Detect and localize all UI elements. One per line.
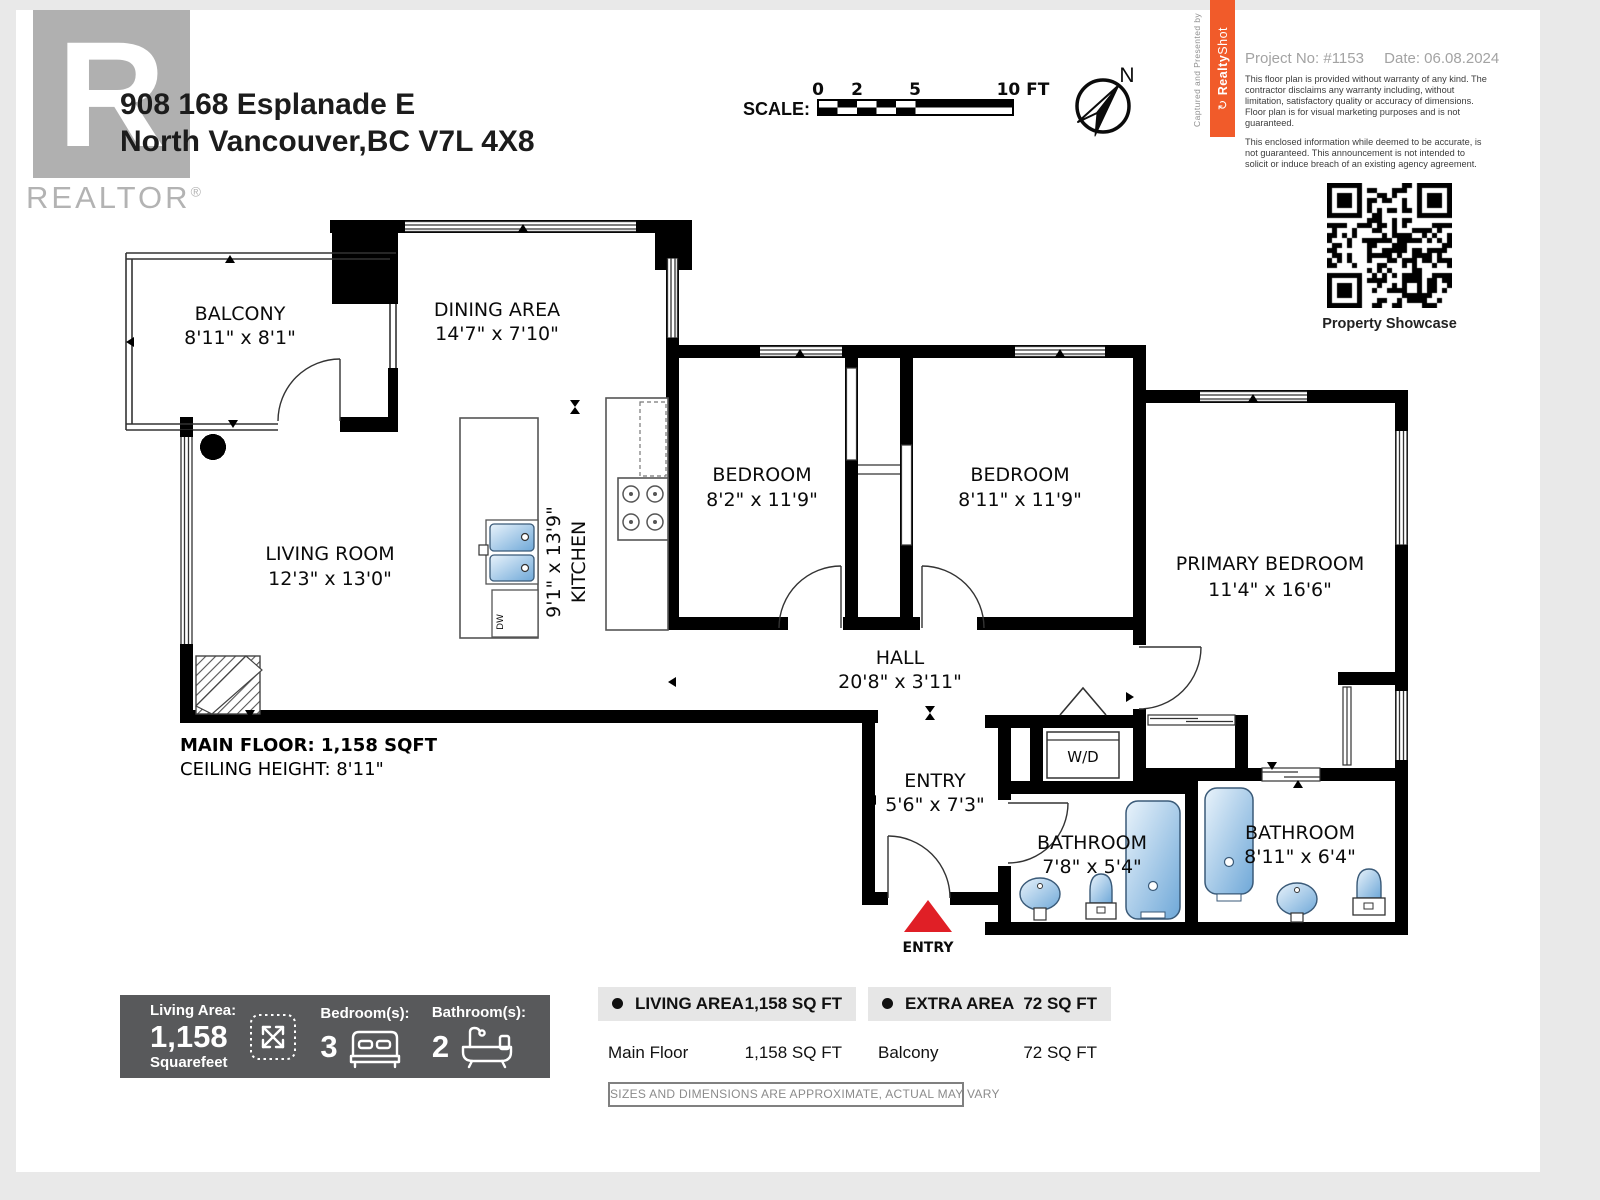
expand-icon — [248, 1012, 298, 1062]
brand-bold: Realty — [1216, 54, 1230, 96]
living-area-header-label: LIVING AREA — [635, 994, 744, 1013]
living-area-table — [598, 987, 856, 1063]
entry-marker-label: ENTRY — [902, 940, 954, 956]
realtor-logo: R — [33, 10, 190, 178]
registered-mark: ® — [190, 183, 204, 200]
extra-area-header — [868, 987, 1111, 1021]
disclaimer-2: This enclosed information while deemed to be accurate, is not guaranteed. This announcement is not intended to solicit or induce breach of an existing agency agreement. — [1245, 137, 1482, 169]
dimensions-disclaimer: SIZES AND DIMENSIONS ARE APPROXIMATE, ACTUAL MAY VARY — [608, 1082, 964, 1107]
disclaimer-1: This floor plan is provided without warranty of any kind. The contractor disclaims any warranty including, without limitation, satisfactory quality or accuracy of dimensions. Floor plan is for visual marketing purposes and is not guaranteed. — [1245, 74, 1487, 128]
hall-label: HALL — [875, 647, 925, 669]
project-date: Date: 06.08.2024 — [1384, 50, 1500, 67]
living-row-value: 1,158 SQ FT — [744, 1043, 842, 1062]
balcony-dims: 8'11" x 8'1" — [184, 327, 296, 349]
table-row — [868, 1043, 1111, 1063]
living-row-label: Main Floor — [608, 1043, 689, 1062]
stats-box — [120, 995, 550, 1078]
extra-area-table — [868, 987, 1111, 1063]
scale-tick-0: 0 — [812, 82, 824, 100]
dining-dims: 14'7" x 7'10" — [435, 323, 559, 345]
bedroom1-label: BEDROOM — [712, 464, 812, 486]
bathrooms-label: Bathroom(s): — [431, 1003, 526, 1021]
hatched-column — [196, 656, 262, 714]
entry-dims: 5'6" x 7'3" — [885, 794, 985, 816]
main-floor-note — [180, 734, 437, 782]
scale-tick-2: 2 — [851, 82, 863, 100]
bathroom1-dims: 7'8" x 5'4" — [1042, 856, 1142, 878]
compass-north-label: N — [1119, 64, 1135, 87]
bedroom1-dims: 8'2" x 11'9" — [706, 489, 818, 511]
living-area-header-value: 1,158 SQ FT — [744, 994, 842, 1013]
stat-bathrooms — [432, 1004, 526, 1070]
living-dims: 12'3" x 13'0" — [268, 568, 392, 590]
living-area-header — [598, 987, 856, 1021]
primary-bedroom-label: PRIMARY BEDROOM — [1175, 553, 1365, 575]
bedroom2-label: BEDROOM — [970, 464, 1070, 486]
living-label: LIVING ROOM — [265, 543, 395, 565]
project-number: Project No: #1153 — [1245, 50, 1364, 67]
extra-row-label: Balcony — [878, 1043, 939, 1062]
address-line-1: 908 168 Esplanade E — [120, 88, 416, 121]
bathrooms-value: 2 — [431, 1028, 450, 1064]
living-area-value: 1,158 — [150, 1019, 228, 1054]
dining-label: DINING AREA — [433, 299, 561, 321]
address-line-2: North Vancouver,BC V7L 4X8 — [120, 125, 535, 158]
bathtub-icon — [458, 1024, 516, 1070]
wd-label: W/D — [1067, 748, 1099, 766]
captured-by-text: Captured and Presented by — [1192, 13, 1202, 127]
refresh-icon: ↻ — [1216, 99, 1230, 111]
kitchen-dims: 9'1" x 13'9" — [543, 506, 565, 618]
scale-label: SCALE: — [743, 99, 810, 119]
kitchen-label: KITCHEN — [568, 520, 590, 604]
bathroom1-label: BATHROOM — [1037, 832, 1147, 854]
bathroom2-label: BATHROOM — [1245, 822, 1355, 844]
extra-area-header-label: EXTRA AREA — [905, 994, 1015, 1013]
balcony-label: BALCONY — [194, 303, 286, 325]
extra-row-value: 72 SQ FT — [1023, 1043, 1097, 1062]
table-row — [598, 1043, 856, 1063]
ceiling-height: CEILING HEIGHT: 8'11" — [180, 759, 384, 780]
living-area-unit: Squarefeet — [150, 1054, 228, 1071]
extra-area-header-value: 72 SQ FT — [1023, 994, 1097, 1013]
bedrooms-label: Bedroom(s): — [320, 1004, 410, 1022]
hall-dims: 20'8" x 3'11" — [838, 671, 962, 693]
realtor-wordmark-text: REALTOR — [26, 180, 191, 215]
bedroom2-dims: 8'11" x 11'9" — [958, 489, 1082, 511]
scale-tick-10ft: 10 FT — [996, 82, 1050, 100]
extra-area-dot-icon — [882, 998, 893, 1009]
brand-light: Shot — [1216, 26, 1230, 55]
dishwasher-label: DW — [496, 614, 506, 630]
living-area-dot-icon — [612, 998, 623, 1009]
entry-arrow — [904, 900, 952, 932]
bathroom2-dims: 8'11" x 6'4" — [1244, 846, 1356, 868]
primary-bedroom-dims: 11'4" x 16'6" — [1208, 579, 1332, 601]
qr-caption: Property Showcase — [1322, 316, 1457, 332]
bed-icon — [347, 1025, 403, 1069]
main-floor-sqft: MAIN FLOOR: 1,158 SQFT — [180, 735, 437, 756]
bedrooms-value: 3 — [320, 1028, 338, 1064]
living-area-label: Living Area: — [150, 1002, 237, 1019]
stat-bedrooms — [320, 1005, 409, 1069]
stat-living-area — [150, 1002, 298, 1071]
entry-label: ENTRY — [904, 770, 966, 792]
scale-tick-5: 5 — [909, 82, 921, 100]
